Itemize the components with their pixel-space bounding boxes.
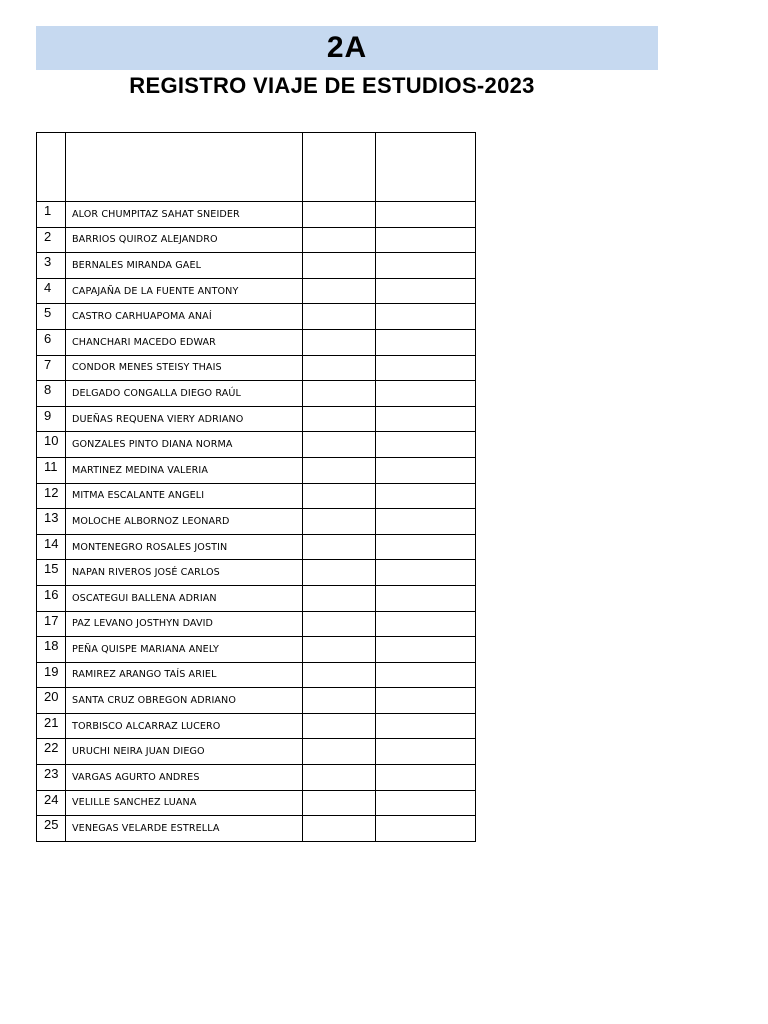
table-row <box>37 585 476 611</box>
empty-cell <box>303 355 376 381</box>
empty-cell <box>376 688 476 714</box>
student-name: DELGADO CONGALLA DIEGO RAÚL <box>66 381 303 407</box>
empty-cell <box>376 329 476 355</box>
empty-cell <box>303 483 376 509</box>
table-row <box>37 765 476 791</box>
student-name: SANTA CRUZ OBREGON ADRIANO <box>66 688 303 714</box>
empty-cell <box>376 637 476 663</box>
table-row <box>37 381 476 407</box>
table-row <box>37 253 476 279</box>
row-number: 11 <box>37 457 66 483</box>
empty-cell <box>376 227 476 253</box>
student-name: CAPAJAÑA DE LA FUENTE ANTONY <box>66 278 303 304</box>
empty-cell <box>303 202 376 228</box>
student-roster-table <box>36 132 476 842</box>
table-row <box>37 202 476 228</box>
table-row <box>37 355 476 381</box>
empty-cell <box>303 432 376 458</box>
table-row <box>37 739 476 765</box>
row-number: 16 <box>37 585 66 611</box>
row-number: 3 <box>37 253 66 279</box>
student-name: PAZ LEVANO JOSTHYN DAVID <box>66 611 303 637</box>
table-row <box>37 662 476 688</box>
empty-cell <box>376 381 476 407</box>
student-name: RAMIREZ ARANGO TAÍS ARIEL <box>66 662 303 688</box>
empty-cell <box>376 662 476 688</box>
student-name: GONZALES PINTO DIANA NORMA <box>66 432 303 458</box>
table-row <box>37 278 476 304</box>
empty-cell <box>303 457 376 483</box>
empty-cell <box>303 509 376 535</box>
empty-cell <box>376 304 476 330</box>
table-row <box>37 637 476 663</box>
empty-cell <box>376 713 476 739</box>
empty-cell <box>303 560 376 586</box>
row-number: 18 <box>37 637 66 663</box>
table-row <box>37 304 476 330</box>
row-number: 13 <box>37 509 66 535</box>
row-number: 15 <box>37 560 66 586</box>
row-number: 12 <box>37 483 66 509</box>
empty-cell <box>303 662 376 688</box>
table-row <box>37 534 476 560</box>
student-name: BARRIOS QUIROZ ALEJANDRO <box>66 227 303 253</box>
row-number: 10 <box>37 432 66 458</box>
row-number: 5 <box>37 304 66 330</box>
header-cell-name <box>66 133 303 202</box>
empty-cell <box>303 304 376 330</box>
empty-cell <box>376 278 476 304</box>
table-row <box>37 406 476 432</box>
row-number: 21 <box>37 713 66 739</box>
student-name: MARTINEZ MEDINA VALERIA <box>66 457 303 483</box>
table-row <box>37 509 476 535</box>
student-name: MONTENEGRO ROSALES JOSTIN <box>66 534 303 560</box>
row-number: 19 <box>37 662 66 688</box>
empty-cell <box>303 637 376 663</box>
row-number: 17 <box>37 611 66 637</box>
student-name: URUCHI NEIRA JUAN DIEGO <box>66 739 303 765</box>
row-number: 20 <box>37 688 66 714</box>
table-row <box>37 432 476 458</box>
empty-cell <box>376 560 476 586</box>
empty-cell <box>376 790 476 816</box>
row-number: 8 <box>37 381 66 407</box>
student-name: OSCATEGUI BALLENA ADRIAN <box>66 585 303 611</box>
empty-cell <box>303 688 376 714</box>
empty-cell <box>376 509 476 535</box>
student-name: VELILLE SANCHEZ LUANA <box>66 790 303 816</box>
student-name: ALOR CHUMPITAZ SAHAT SNEIDER <box>66 202 303 228</box>
empty-cell <box>376 483 476 509</box>
empty-cell <box>303 227 376 253</box>
page-title: REGISTRO VIAJE DE ESTUDIOS-2023 <box>129 73 535 98</box>
empty-cell <box>303 713 376 739</box>
table-row <box>37 560 476 586</box>
section-label: 2A <box>326 31 368 64</box>
table-row <box>37 227 476 253</box>
empty-cell <box>376 585 476 611</box>
row-number: 4 <box>37 278 66 304</box>
empty-cell <box>303 381 376 407</box>
empty-cell <box>376 534 476 560</box>
empty-cell <box>376 765 476 791</box>
student-name: CONDOR MENES STEISY THAIS <box>66 355 303 381</box>
empty-cell <box>376 432 476 458</box>
row-number: 6 <box>37 329 66 355</box>
empty-cell <box>303 816 376 842</box>
header-cell-number <box>37 133 66 202</box>
section-banner <box>36 26 658 70</box>
header-cell-column-3 <box>303 133 376 202</box>
row-number: 23 <box>37 765 66 791</box>
empty-cell <box>376 739 476 765</box>
empty-cell <box>303 739 376 765</box>
empty-cell <box>376 253 476 279</box>
student-name: DUEÑAS REQUENA VIERY ADRIANO <box>66 406 303 432</box>
student-name: CASTRO CARHUAPOMA ANAÍ <box>66 304 303 330</box>
empty-cell <box>376 355 476 381</box>
student-name: VENEGAS VELARDE ESTRELLA <box>66 816 303 842</box>
empty-cell <box>303 534 376 560</box>
empty-cell <box>376 611 476 637</box>
header-cell-column-4 <box>376 133 476 202</box>
row-number: 9 <box>37 406 66 432</box>
table-row <box>37 329 476 355</box>
table-row <box>37 611 476 637</box>
row-number: 14 <box>37 534 66 560</box>
table-row <box>37 816 476 842</box>
row-number: 2 <box>37 227 66 253</box>
empty-cell <box>376 457 476 483</box>
student-name: VARGAS AGURTO ANDRES <box>66 765 303 791</box>
student-name: PEÑA QUISPE MARIANA ANELY <box>66 637 303 663</box>
student-name: CHANCHARI MACEDO EDWAR <box>66 329 303 355</box>
row-number: 22 <box>37 739 66 765</box>
table-header-row <box>37 133 476 202</box>
empty-cell <box>376 816 476 842</box>
student-name: TORBISCO ALCARRAZ LUCERO <box>66 713 303 739</box>
empty-cell <box>303 790 376 816</box>
empty-cell <box>303 278 376 304</box>
empty-cell <box>376 202 476 228</box>
table-row <box>37 713 476 739</box>
empty-cell <box>303 611 376 637</box>
student-name: MOLOCHE ALBORNOZ LEONARD <box>66 509 303 535</box>
table-row <box>37 790 476 816</box>
row-number: 24 <box>37 790 66 816</box>
student-name: NAPAN RIVEROS JOSÉ CARLOS <box>66 560 303 586</box>
row-number: 7 <box>37 355 66 381</box>
table-row <box>37 457 476 483</box>
student-name: MITMA ESCALANTE ANGELI <box>66 483 303 509</box>
empty-cell <box>303 585 376 611</box>
empty-cell <box>303 329 376 355</box>
empty-cell <box>303 406 376 432</box>
empty-cell <box>303 253 376 279</box>
table-row <box>37 483 476 509</box>
row-number: 1 <box>37 202 66 228</box>
table-row <box>37 688 476 714</box>
row-number: 25 <box>37 816 66 842</box>
student-name: BERNALES MIRANDA GAEL <box>66 253 303 279</box>
empty-cell <box>303 765 376 791</box>
empty-cell <box>376 406 476 432</box>
